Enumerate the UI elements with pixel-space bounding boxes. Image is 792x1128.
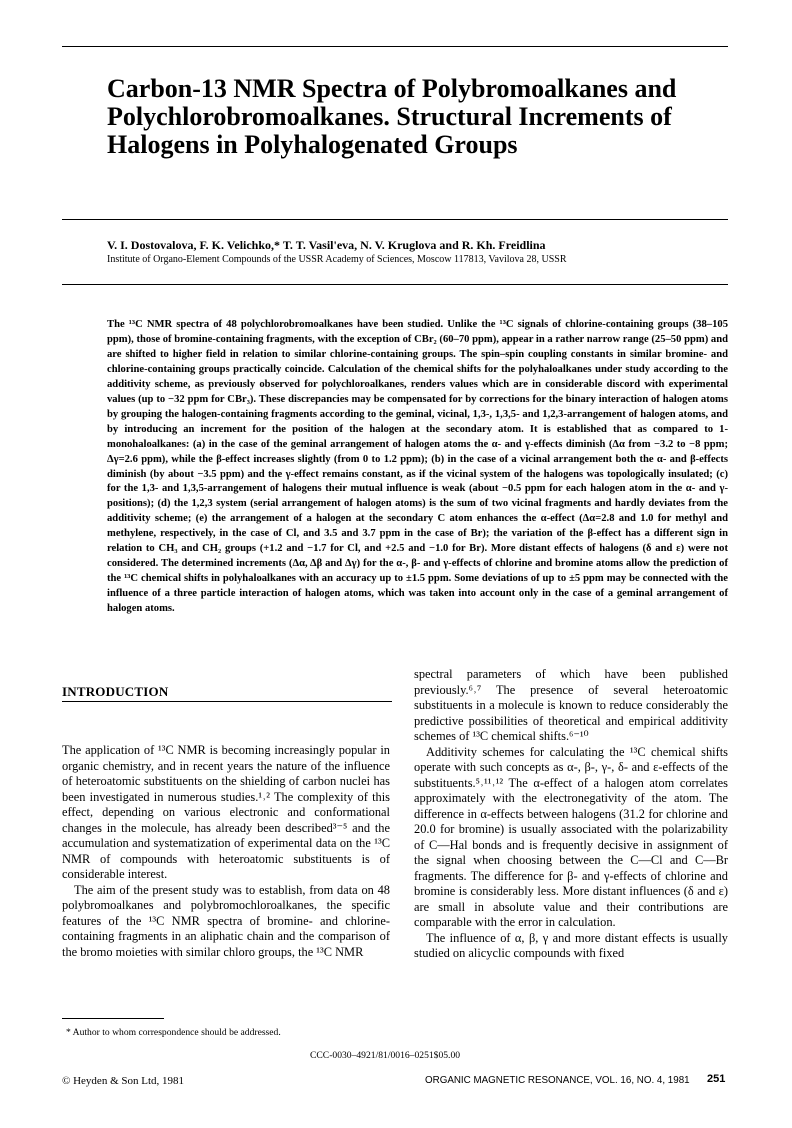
paragraph: The aim of the present study was to establish, from data on 48 polybromoalkanes and polybromochloroalkanes, the specific features of the ¹³C NMR spectra of bromine- and chlorine-containing fragments in an aliphatic chain and the comparison of the bromo moieties with similar chloro groups, the ¹³C NMR xyxy=(62,882,390,959)
affiliation: Institute of Organo-Element Compounds of the USSR Academy of Sciences, Moscow 117813, Vavilova 28, USSR xyxy=(107,254,567,265)
paragraph: The influence of α, β, γ and more distant effects is usually studied on alicyclic compounds with fixed xyxy=(414,930,728,960)
footnote: * Author to whom correspondence should be addressed. xyxy=(66,1027,281,1038)
page-number: 251 xyxy=(707,1073,726,1085)
section-heading-rule xyxy=(62,701,392,702)
title-rule xyxy=(62,219,728,220)
copyright: © Heyden & Son Ltd, 1981 xyxy=(62,1075,185,1087)
journal-citation: ORGANIC MAGNETIC RESONANCE, VOL. 16, NO. 4, 1981 xyxy=(425,1075,690,1086)
article-code: CCC-0030–4921/81/0016–0251$05.00 xyxy=(310,1050,461,1061)
abstract: The ¹³C NMR spectra of 48 polychlorobromoalkanes have been studied. Unlike the ¹³C signals of chlorine-containing groups (38–105 ppm), those of bromine-containing fragments, with the exception of CBr₂ (60–70 ppm), appear in a rather narrow range (25–50 ppm) and are shifted to higher field in relation to similar chlorine-containing groups. The spin–spin coupling constants in similar bromine- and chlorine-containing groups practically coincide. Calculation of the chemical shifts for the polyhaloalkanes under study according to the additivity scheme, as previously observed for polychloroalkanes, renders values which are in considerable discord with experimental values (up to −32 ppm for CBr₃). These discrepancies may be compensated for by corrections for the binary interaction of halogen atoms by grouping the halogen-containing fragments according to the geminal, vicinal, 1,3-, 1,3,5- and 1,2,3-arrangement of halogen atoms, and by introducing an increment for the position of the halogen at the secondary atom. It is established that as compared to 1-monohaloalkanes: (a) in the case of the geminal arrangement of halogen atoms the α- and γ-effects diminish (Δα from −3.2 to −8 ppm; Δγ=2.6 ppm), while the β-effect increases slightly (from 0 to 1.2 ppm); (b) in the case of a vicinal arrangement both the α- and β-effects diminish (by about −3.5 ppm) and the γ-effect remains constant, as if the vicinal system of the halogens was topologically insulated; (c) for the 1,3- and 1,3,5-arrangement of halogens their mutual influence is weak (about −0.5 ppm for each halogen atom in the α- and γ-positions); (d) the 1,2,3 system (serial arrangement of halogen atoms) is the sum of two vicinal fragments and hardly deviates from the additivity scheme; (e) the arrangement of a halogen at the secondary C atom enhances the α-effect (Δα=2.8 and 1.0 for methyl and methylene, respectively, in the case of Cl, and 3.5 and 3.7 ppm in the case of Br); the variation of the β-effect has a different sign in relation to CH₃ and CH₂ groups (+1.2 and −1.7 for Cl, and +2.5 and −1.0 for Br). More distant effects of halogens (δ and ε) were not considered. The determined increments (Δα, Δβ and Δγ) for the α-, β- and γ-effects of chlorine and bromine atoms allow the prediction of the ¹³C chemical shifts in polyhaloalkanes with an accuracy up to ±1.5 ppm. Some deviations of up to ±5 ppm may be connected with the influence of a three particle interaction of halogen atoms, which was taken into account only in the case of a geminal arrangement of halogen atoms. xyxy=(107,319,728,615)
author-list: V. I. Dostovalova, F. K. Velichko,* T. T. Vasil'eva, N. V. Kruglova and R. Kh. Freidlina xyxy=(107,238,546,252)
right-column xyxy=(414,667,728,962)
paragraph: spectral parameters of which have been published previously.⁶˒⁷ The presence of several heteroatomic substituents in a molecule is known to reduce considerably the predictive possibilities of theoretical and empirical additivity schemes of ¹³C chemical shifts.⁶⁻¹⁰ xyxy=(414,667,728,743)
footnote-rule xyxy=(62,1018,164,1019)
paragraph: Additivity schemes for calculating the ¹³C chemical shifts operate with such concepts as α-, β-, γ-, δ- and ε-effects of the substituents.⁵˒¹¹˒¹² The α-effect of a halogen atom correlates approximately with the electronegativity of the atom. The difference in α-effects between halogens (31.2 for chlorine and 20.0 for bromine) is usually associated with the polarizability of C—Hal bonds and is frequently decisive in assignment of the signal when choosing between the C—Cl and C—Br fragments. The difference for β- and γ-effects of chlorine and bromine is considerably less. More distant influences (δ and ε) are small in absolute value and their contributions are comparable with the error in calculation. xyxy=(414,744,728,929)
left-column xyxy=(62,743,390,960)
section-heading-introduction: INTRODUCTION xyxy=(62,684,169,699)
header-bottom-rule xyxy=(62,284,728,285)
article-title: Carbon-13 NMR Spectra of Polybromoalkanes and Polychlorobromoalkanes. Structural Increments of Halogens in Polyhalogenated Groups xyxy=(107,74,677,159)
top-rule xyxy=(62,46,728,47)
paragraph: The application of ¹³C NMR is becoming increasingly popular in organic chemistry, and in recent years the nature of the influence of heteroatomic substituents on the shielding of carbon nuclei has been investigated in numerous studies.¹˒² The complexity of this effect, depending on various electronic and conformational changes in the molecule, has already been described³⁻⁵ and the accumulation and systematization of experimental data on the ¹³C NMR of compounds with heteroatomic substituents is of considerable interest. xyxy=(62,743,390,881)
